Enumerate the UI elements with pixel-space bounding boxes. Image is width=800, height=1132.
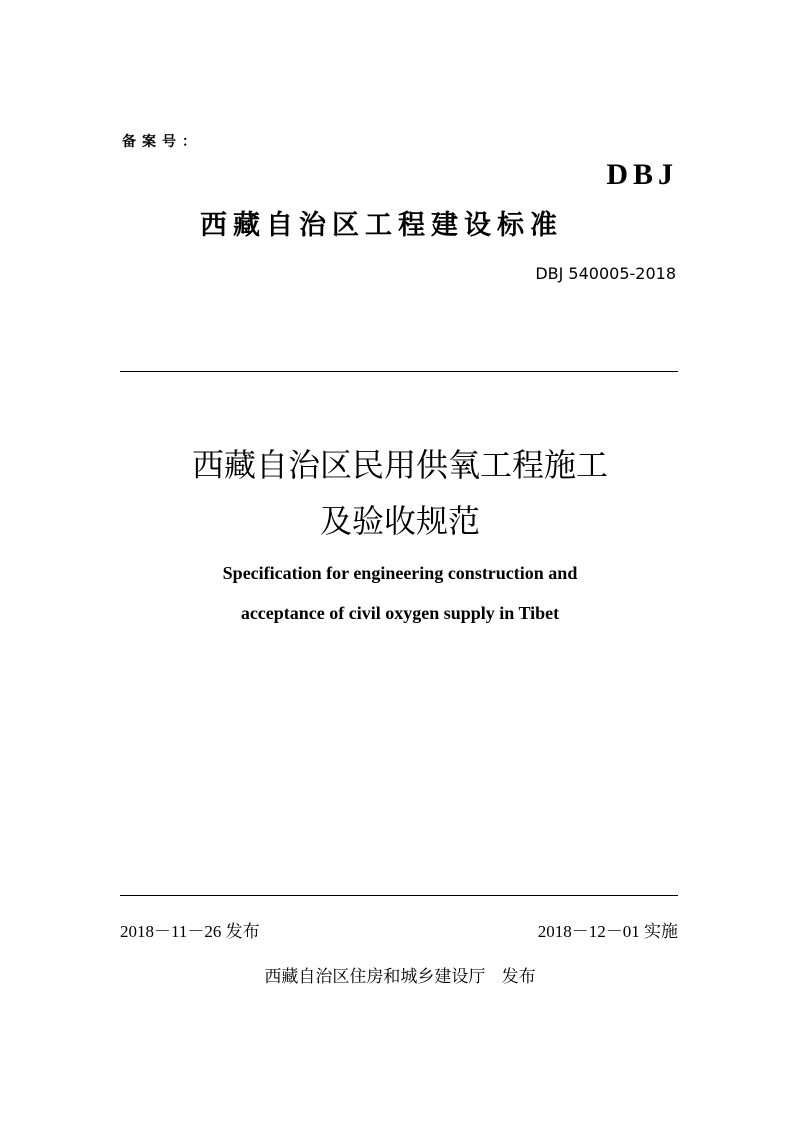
publisher: 西藏自治区住房和城乡建设厅 发布 bbox=[264, 967, 536, 987]
english-title-line-1: Specification for engineering construction and bbox=[222, 563, 578, 583]
implementation-date: 2018－12－01 实施 bbox=[537, 922, 678, 941]
english-title-line-2: acceptance of civil oxygen supply in Tibet bbox=[240, 603, 560, 623]
release-date: 2018－11－26 发布 bbox=[120, 922, 260, 941]
chinese-title-line-1: 西藏自治区民用供氧工程施工 bbox=[191, 446, 608, 484]
chinese-title-line-2: 及验收规范 bbox=[319, 502, 480, 540]
standard-mark: DBJ bbox=[606, 158, 678, 191]
standard-number: DBJ 540005-2018 bbox=[535, 264, 676, 283]
top-divider bbox=[120, 371, 678, 372]
bottom-divider bbox=[120, 895, 678, 896]
record-number-label: 备案号： bbox=[122, 134, 202, 150]
standard-category: 西藏自治区工程建设标准 bbox=[200, 210, 563, 241]
